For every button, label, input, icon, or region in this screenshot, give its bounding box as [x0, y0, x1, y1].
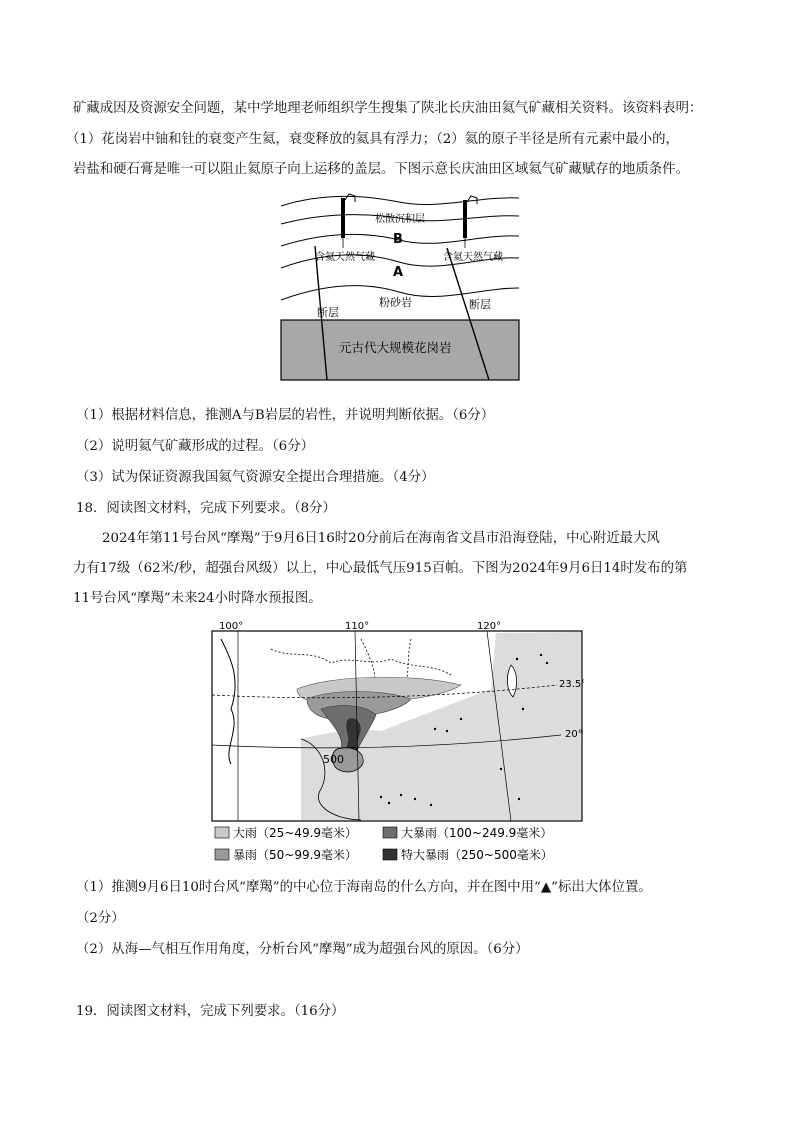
- geology-diagram: [279, 188, 521, 382]
- rain-map-svg: [211, 619, 584, 867]
- label-granite: 元古代大规模花岗岩: [339, 340, 452, 355]
- label-value-500: 500: [323, 753, 344, 766]
- label-gas-right: 含氦天然气藏: [443, 252, 503, 263]
- q18-para-3: 11号台风“摩羯”未来24小时降水预报图。: [73, 591, 322, 606]
- legend-swatch-heavy-rain: [215, 827, 229, 838]
- q18-sub-1b: （2分）: [76, 911, 125, 926]
- legend-label-heavy-rain: 大雨（25~49.9毫米）: [233, 826, 358, 840]
- label-fault-left: 断层: [317, 306, 339, 319]
- label-b: B: [393, 232, 403, 247]
- intro-line-2: （1）花岗岩中铀和钍的衰变产生氦，衰变释放的氦具有浮力；（2）氦的原子半径是所有元素中最小的，: [66, 132, 679, 147]
- q18-title: 18．阅读图文材料，完成下列要求。（8分）: [76, 501, 336, 516]
- legend-swatch-big-rainstorm: [383, 827, 397, 838]
- legend-label-extreme-rainstorm: 特大暴雨（250~500毫米）: [401, 848, 553, 862]
- label-lat-235: 23.5°: [559, 679, 584, 690]
- label-gas-left: 含氦天然气藏: [315, 252, 375, 263]
- intro-line-1: 矿藏成因及资源安全问题，某中学地理老师组织学生搜集了陕北长庆油田氦气矿藏相关资料。该资料表明：: [73, 101, 703, 116]
- pump-left-icon: [345, 194, 355, 202]
- label-lon-120: 120°: [477, 621, 502, 632]
- q17-sub-1: （1）根据材料信息，推测A与B岩层的岩性，并说明判断依据。（6分）: [76, 408, 495, 423]
- well-left: [341, 198, 345, 238]
- label-lon-110: 110°: [345, 621, 370, 632]
- q18-para-1: 2024年第11号台风“摩羯”于9月6日16时20分前后在海南省文昌市沿海登陆，中心附近最大风: [102, 531, 660, 546]
- legend-swatch-extreme-rainstorm: [383, 849, 397, 860]
- rain-map: [211, 619, 584, 867]
- well-right: [463, 200, 467, 238]
- layer-line-1: [281, 196, 519, 206]
- label-fault-right: 断层: [469, 298, 491, 311]
- label-lat-20: 20°: [565, 729, 583, 740]
- q18-para-2: 力有17级（62米/秒，超强台风级）以上，中心最低气压915百帕。下图为2024年9月6日14时发布的第: [73, 561, 688, 576]
- label-sediment: 松散沉积层: [375, 214, 425, 225]
- q18-sub-2: （2）从海—气相互作用角度，分析台风“摩羯”成为超强台风的原因。（6分）: [76, 942, 529, 957]
- q17-sub-2: （2）说明氦气矿藏形成的过程。（6分）: [76, 439, 314, 454]
- intro-line-3: 岩盐和硬石膏是唯一可以阻止氦原子向上运移的盖层。下图示意长庆油田区域氦气矿藏赋存的地质条件。: [73, 162, 689, 177]
- geology-svg: [279, 188, 521, 382]
- legend-label-big-rainstorm: 大暴雨（100~249.9毫米）: [401, 826, 553, 840]
- q19-title: 19．阅读图文材料，完成下列要求。（16分）: [76, 1004, 345, 1019]
- label-a: A: [393, 265, 404, 280]
- legend-label-rainstorm: 暴雨（50~99.9毫米）: [233, 848, 358, 862]
- label-siltstone: 粉砂岩: [379, 296, 412, 309]
- q18-sub-1a: （1）推测9月6日10时台风“摩羯”的中心位于海南岛的什么方向，并在图中用“▲”标出大体位置。: [76, 880, 652, 895]
- label-lon-100: 100°: [219, 621, 244, 632]
- q17-sub-3: （3）试为保证资源我国氦气资源安全提出合理措施。（4分）: [76, 470, 435, 485]
- legend-swatch-rainstorm: [215, 849, 229, 860]
